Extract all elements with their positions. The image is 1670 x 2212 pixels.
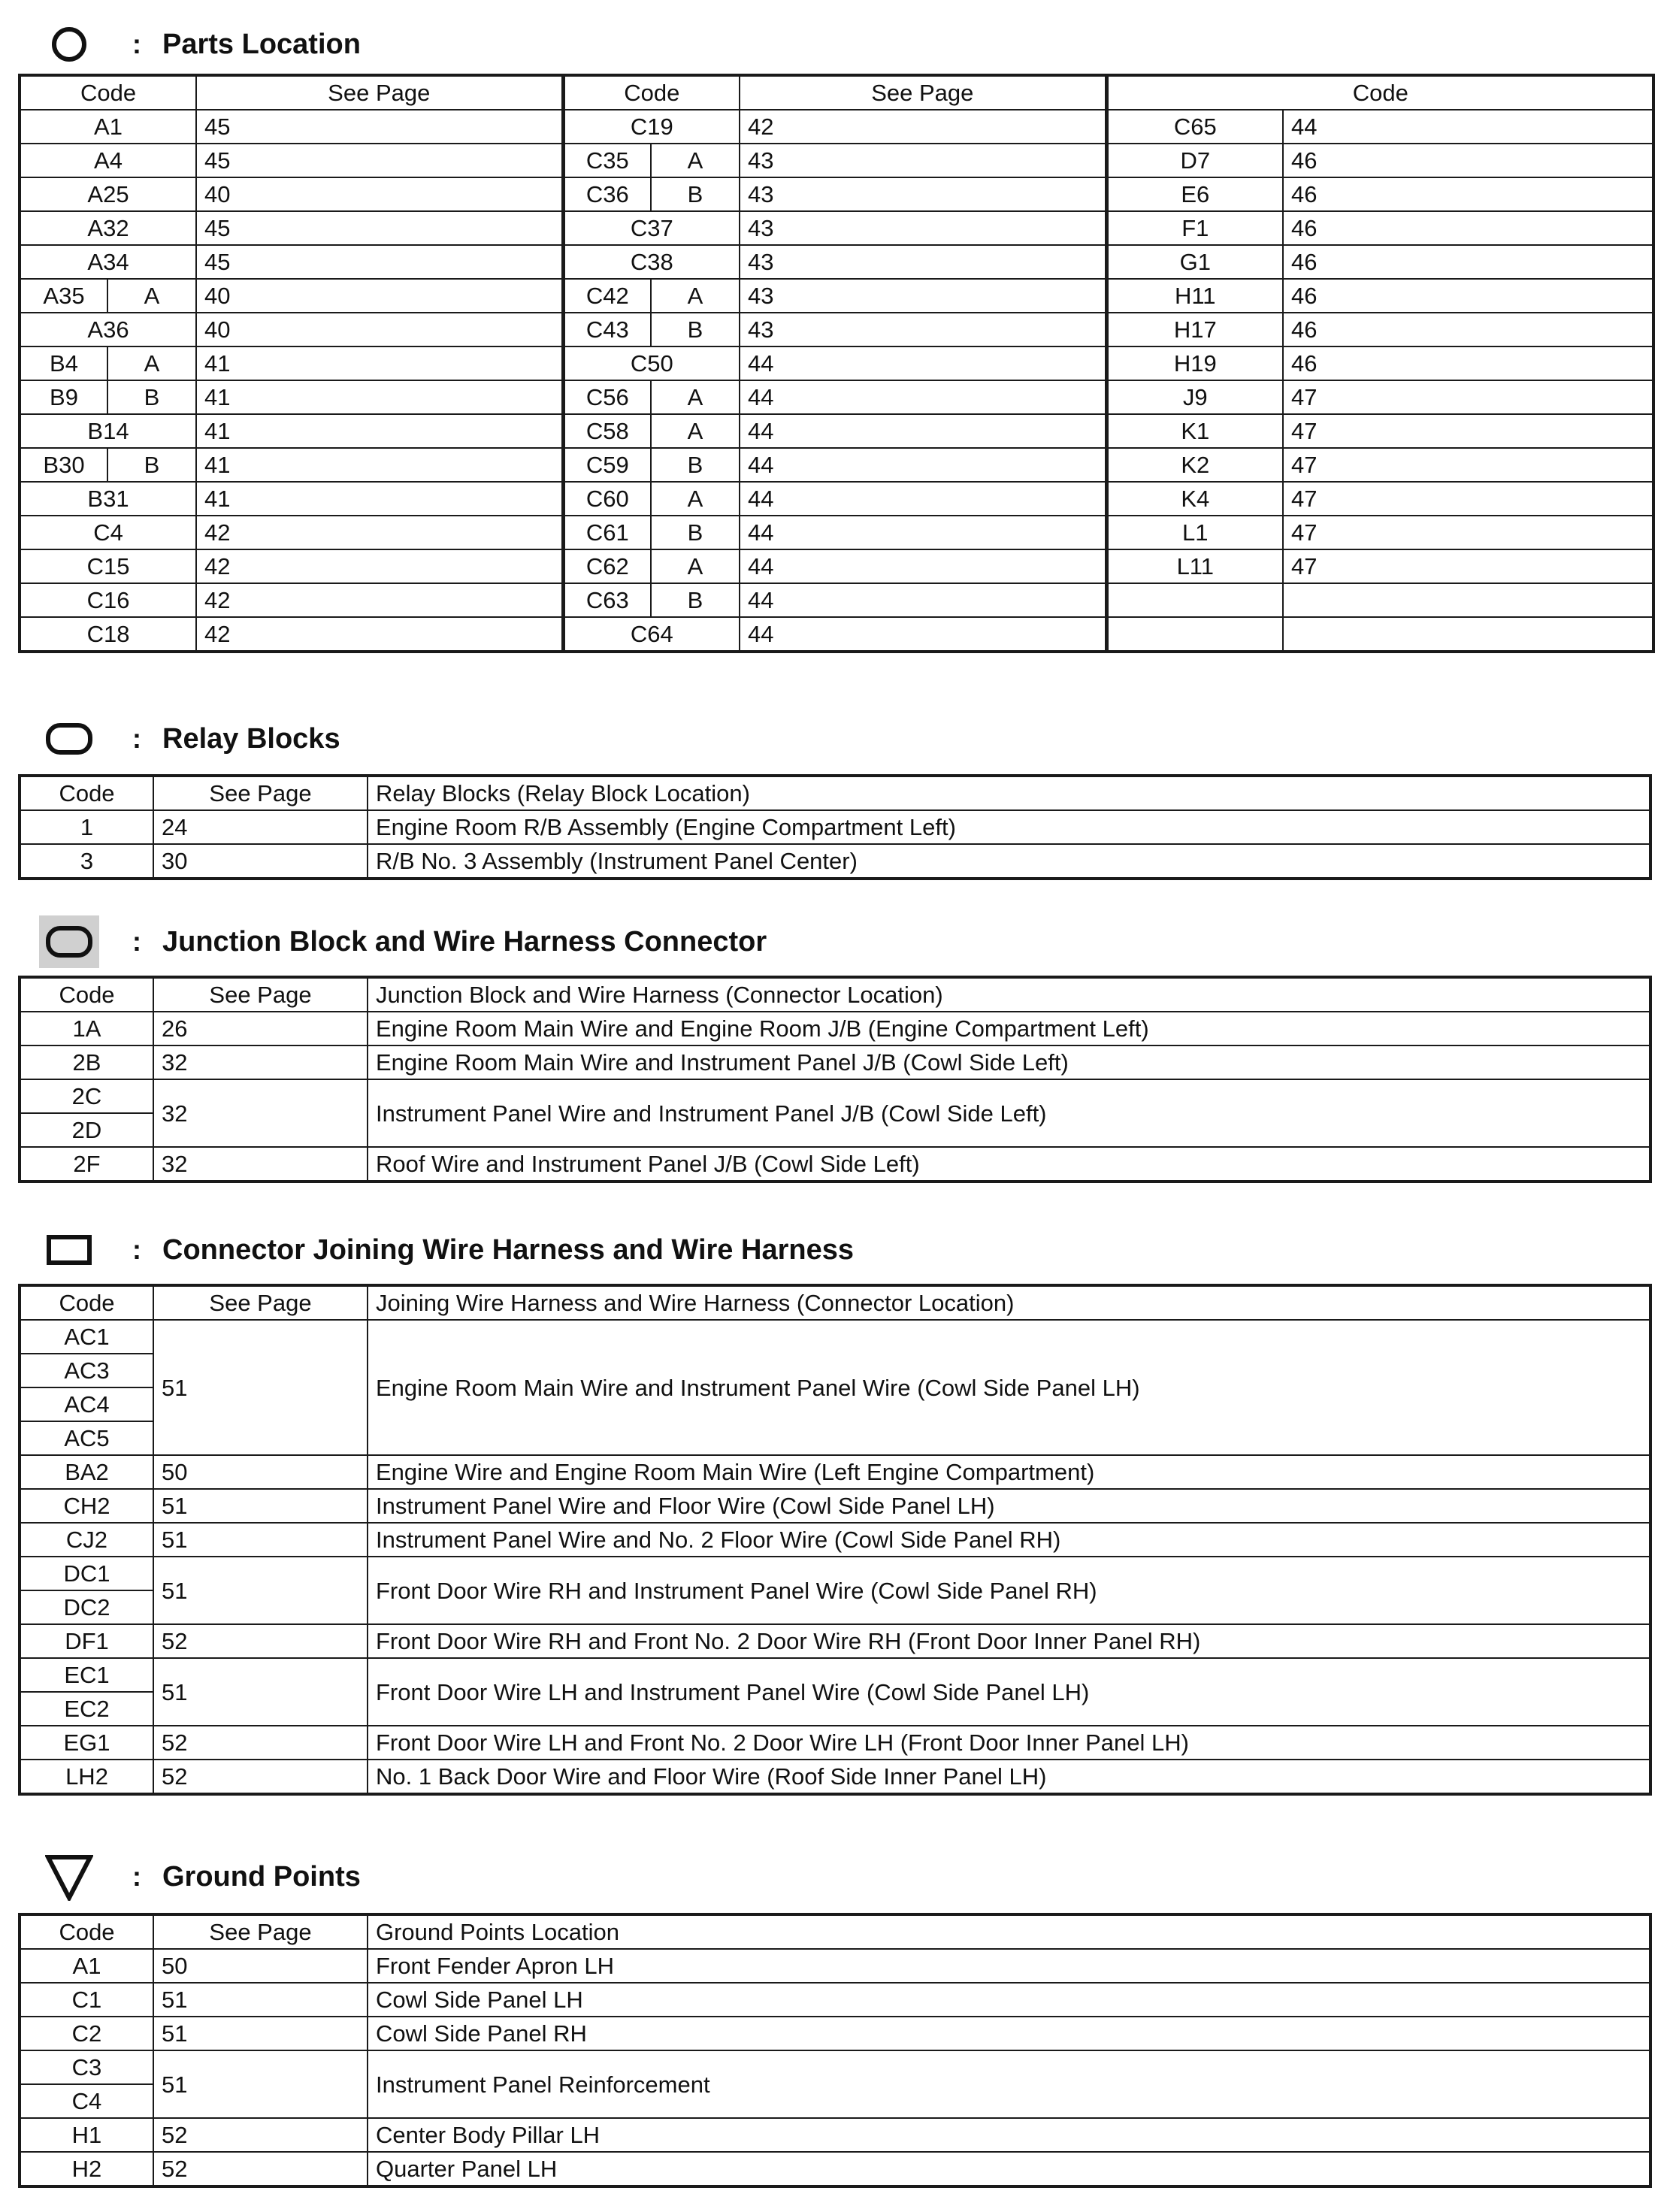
- column-header: Code: [20, 1285, 153, 1320]
- column-header: Joining Wire Harness and Wire Harness (Connector Location): [368, 1285, 1650, 1320]
- table-row: [20, 617, 1653, 652]
- section-title: Ground Points: [162, 1860, 361, 1893]
- location-cell: Engine Room Main Wire and Instrument Panel Wire (Cowl Side Panel LH): [368, 1320, 1650, 1455]
- code-cell: C1: [20, 1983, 153, 2017]
- parts-location-table: [18, 74, 1655, 653]
- code-cell: K2: [1106, 448, 1283, 482]
- see-page-cell: 51: [153, 1523, 368, 1557]
- relay-blocks-table: [18, 774, 1652, 880]
- code-cell: H1: [20, 2118, 153, 2152]
- code-cell: G1: [1106, 245, 1283, 279]
- table-row: [20, 2017, 1650, 2050]
- code-cell: C65: [1106, 110, 1283, 144]
- code-variant-cell: B: [651, 583, 740, 617]
- see-page-cell: 51: [153, 1557, 368, 1624]
- see-page-cell: 45: [196, 245, 563, 279]
- code-cell: B30: [20, 448, 107, 482]
- table-row: [20, 1726, 1650, 1760]
- code-cell: DC1: [20, 1557, 153, 1590]
- see-page-cell: 41: [196, 380, 563, 414]
- code-cell: A32: [20, 211, 196, 245]
- location-cell: Front Fender Apron LH: [368, 1949, 1650, 1983]
- see-page-cell: 45: [196, 211, 563, 245]
- code-cell: E6: [1106, 177, 1283, 211]
- code-cell: A1: [20, 1949, 153, 1983]
- code-cell: C63: [563, 583, 651, 617]
- location-cell: Quarter Panel LH: [368, 2152, 1650, 2186]
- code-cell: 2F: [20, 1147, 153, 1182]
- see-page-cell: 44: [740, 414, 1106, 448]
- see-page-cell: 50: [153, 1949, 368, 1983]
- code-cell: K1: [1106, 414, 1283, 448]
- column-header: Junction Block and Wire Harness (Connector Location): [368, 977, 1650, 1012]
- see-page-cell: 43: [740, 279, 1106, 313]
- code-cell: C42: [563, 279, 651, 313]
- code-cell: AC5: [20, 1421, 153, 1455]
- rounded-rect-icon: [45, 715, 93, 763]
- see-page-cell: 42: [740, 110, 1106, 144]
- table-row: [20, 1523, 1650, 1557]
- connector-joining-table: [18, 1284, 1652, 1796]
- section-title: Connector Joining Wire Harness and Wire Harness: [162, 1233, 854, 1266]
- see-page-cell: 46: [1283, 313, 1653, 346]
- code-cell: C2: [20, 2017, 153, 2050]
- code-cell: A4: [20, 144, 196, 177]
- header-colon: :: [132, 1234, 141, 1265]
- location-cell: Engine Room Main Wire and Engine Room J/B (Engine Compartment Left): [368, 1012, 1650, 1045]
- see-page-cell: 41: [196, 414, 563, 448]
- code-cell: D7: [1106, 144, 1283, 177]
- table-row: [20, 549, 1653, 583]
- connector-joining-header: [45, 1224, 854, 1276]
- column-header: Code: [20, 75, 196, 110]
- see-page-cell: 32: [153, 1079, 368, 1147]
- column-header: Code: [1106, 75, 1653, 110]
- see-page-cell: 43: [740, 177, 1106, 211]
- location-cell: Engine Room R/B Assembly (Engine Compartment Left): [368, 810, 1650, 844]
- code-cell: H19: [1106, 346, 1283, 380]
- table-row: [20, 177, 1653, 211]
- location-cell: Instrument Panel Wire and Instrument Panel J/B (Cowl Side Left): [368, 1079, 1650, 1147]
- code-cell: C4: [20, 516, 196, 549]
- circle-icon: [45, 20, 93, 68]
- code-cell: C61: [563, 516, 651, 549]
- code-cell: A25: [20, 177, 196, 211]
- code-cell: C15: [20, 549, 196, 583]
- table-row: [20, 448, 1653, 482]
- location-cell: Front Door Wire LH and Instrument Panel Wire (Cowl Side Panel LH): [368, 1658, 1650, 1726]
- location-cell: Engine Room Main Wire and Instrument Panel J/B (Cowl Side Left): [368, 1045, 1650, 1079]
- see-page-cell: 45: [196, 110, 563, 144]
- code-variant-cell: A: [651, 549, 740, 583]
- code-cell: B9: [20, 380, 107, 414]
- code-variant-cell: A: [651, 482, 740, 516]
- code-cell: H17: [1106, 313, 1283, 346]
- see-page-cell: 52: [153, 2152, 368, 2186]
- code-variant-cell: B: [107, 448, 196, 482]
- code-cell: C43: [563, 313, 651, 346]
- see-page-cell: 40: [196, 313, 563, 346]
- see-page-cell: 32: [153, 1045, 368, 1079]
- table-row: [20, 110, 1653, 144]
- column-header: Relay Blocks (Relay Block Location): [368, 776, 1650, 810]
- see-page-cell: 52: [153, 1726, 368, 1760]
- code-cell: A35: [20, 279, 107, 313]
- table-row: [20, 346, 1653, 380]
- code-cell: LH2: [20, 1760, 153, 1794]
- table-row: [20, 1147, 1650, 1182]
- code-cell: C35: [563, 144, 651, 177]
- see-page-cell: 44: [740, 448, 1106, 482]
- see-page-cell: 50: [153, 1455, 368, 1489]
- code-cell: L11: [1106, 549, 1283, 583]
- see-page-cell: 30: [153, 844, 368, 879]
- table-row: [20, 1983, 1650, 2017]
- see-page-cell: 51: [153, 1983, 368, 2017]
- code-cell: AC3: [20, 1354, 153, 1387]
- see-page-cell: 44: [740, 583, 1106, 617]
- table-row: [20, 810, 1650, 844]
- see-page-cell: 32: [153, 1147, 368, 1182]
- code-cell: [1106, 617, 1283, 652]
- code-cell: C16: [20, 583, 196, 617]
- code-cell: C19: [563, 110, 740, 144]
- code-cell: F1: [1106, 211, 1283, 245]
- location-cell: Instrument Panel Reinforcement: [368, 2050, 1650, 2118]
- table-row: [20, 2050, 1650, 2084]
- location-cell: R/B No. 3 Assembly (Instrument Panel Center): [368, 844, 1650, 879]
- see-page-cell: 46: [1283, 279, 1653, 313]
- code-cell: C58: [563, 414, 651, 448]
- code-cell: EC2: [20, 1692, 153, 1726]
- see-page-cell: 41: [196, 346, 563, 380]
- code-variant-cell: B: [651, 516, 740, 549]
- code-cell: H11: [1106, 279, 1283, 313]
- table-row: [20, 380, 1653, 414]
- code-cell: C56: [563, 380, 651, 414]
- parts-location-header: [45, 18, 361, 71]
- code-cell: 2C: [20, 1079, 153, 1113]
- code-variant-cell: A: [651, 380, 740, 414]
- code-cell: 2D: [20, 1113, 153, 1147]
- column-header: Code: [20, 977, 153, 1012]
- column-header: See Page: [740, 75, 1106, 110]
- code-cell: [1106, 583, 1283, 617]
- see-page-cell: 42: [196, 549, 563, 583]
- ground-points-table: [18, 1913, 1652, 2188]
- see-page-cell: 47: [1283, 414, 1653, 448]
- table-row: [20, 1455, 1650, 1489]
- table-row: [20, 211, 1653, 245]
- table-row: [20, 1557, 1650, 1590]
- see-page-cell: 43: [740, 211, 1106, 245]
- location-cell: No. 1 Back Door Wire and Floor Wire (Roof Side Inner Panel LH): [368, 1760, 1650, 1794]
- see-page-cell: 47: [1283, 549, 1653, 583]
- column-header: See Page: [153, 1914, 368, 1949]
- code-variant-cell: B: [651, 177, 740, 211]
- see-page-cell: 46: [1283, 144, 1653, 177]
- code-cell: 1: [20, 810, 153, 844]
- see-page-cell: 43: [740, 313, 1106, 346]
- column-header: See Page: [153, 1285, 368, 1320]
- code-cell: 2B: [20, 1045, 153, 1079]
- see-page-cell: 44: [740, 380, 1106, 414]
- see-page-cell: 47: [1283, 516, 1653, 549]
- code-cell: BA2: [20, 1455, 153, 1489]
- code-cell: DC2: [20, 1590, 153, 1624]
- junction-block-table: [18, 976, 1652, 1183]
- see-page-cell: 46: [1283, 245, 1653, 279]
- table-row: [20, 583, 1653, 617]
- table-row: [20, 2152, 1650, 2186]
- see-page-cell: 51: [153, 2017, 368, 2050]
- see-page-cell: 24: [153, 810, 368, 844]
- see-page-cell: 43: [740, 144, 1106, 177]
- table-row: [20, 245, 1653, 279]
- table-row: [20, 1658, 1650, 1692]
- code-cell: B31: [20, 482, 196, 516]
- see-page-cell: 46: [1283, 346, 1653, 380]
- code-cell: EC1: [20, 1658, 153, 1692]
- shaded-rounded-rect-icon: [39, 915, 99, 968]
- table-header-row: [20, 75, 1653, 110]
- code-cell: 3: [20, 844, 153, 879]
- see-page-cell: 42: [196, 583, 563, 617]
- code-variant-cell: B: [651, 448, 740, 482]
- see-page-cell: 42: [196, 516, 563, 549]
- code-variant-cell: B: [107, 380, 196, 414]
- code-variant-cell: A: [107, 346, 196, 380]
- code-cell: C3: [20, 2050, 153, 2084]
- see-page-cell: [1283, 617, 1653, 652]
- column-header: See Page: [153, 776, 368, 810]
- see-page-cell: 41: [196, 482, 563, 516]
- code-cell: A34: [20, 245, 196, 279]
- see-page-cell: 44: [1283, 110, 1653, 144]
- table-row: [20, 279, 1653, 313]
- relay-blocks-header: [45, 713, 340, 765]
- see-page-cell: 51: [153, 2050, 368, 2118]
- table-row: [20, 1079, 1650, 1113]
- code-cell: AC1: [20, 1320, 153, 1354]
- code-cell: C18: [20, 617, 196, 652]
- code-cell: C38: [563, 245, 740, 279]
- see-page-cell: 46: [1283, 177, 1653, 211]
- code-cell: DF1: [20, 1624, 153, 1658]
- table-row: [20, 414, 1653, 448]
- see-page-cell: 45: [196, 144, 563, 177]
- see-page-cell: 43: [740, 245, 1106, 279]
- code-variant-cell: A: [651, 144, 740, 177]
- section-title: Junction Block and Wire Harness Connector: [162, 925, 767, 958]
- header-colon: :: [132, 29, 141, 59]
- table-row: [20, 313, 1653, 346]
- see-page-cell: 44: [740, 346, 1106, 380]
- table-header-row: [20, 977, 1650, 1012]
- triangle-icon: [45, 1853, 93, 1901]
- see-page-cell: 51: [153, 1658, 368, 1726]
- see-page-cell: 40: [196, 279, 563, 313]
- column-header: See Page: [196, 75, 563, 110]
- code-cell: A1: [20, 110, 196, 144]
- location-cell: Instrument Panel Wire and No. 2 Floor Wire (Cowl Side Panel RH): [368, 1523, 1650, 1557]
- code-cell: L1: [1106, 516, 1283, 549]
- table-header-row: [20, 776, 1650, 810]
- see-page-cell: 47: [1283, 448, 1653, 482]
- table-row: [20, 844, 1650, 879]
- code-cell: C37: [563, 211, 740, 245]
- table-row: [20, 144, 1653, 177]
- see-page-cell: 52: [153, 1760, 368, 1794]
- code-cell: C4: [20, 2084, 153, 2118]
- location-cell: Roof Wire and Instrument Panel J/B (Cowl Side Left): [368, 1147, 1650, 1182]
- header-colon: :: [132, 1861, 141, 1892]
- code-cell: C50: [563, 346, 740, 380]
- see-page-cell: 46: [1283, 211, 1653, 245]
- see-page-cell: 44: [740, 617, 1106, 652]
- ground-points-header: [45, 1850, 361, 1903]
- see-page-cell: 52: [153, 2118, 368, 2152]
- code-cell: C60: [563, 482, 651, 516]
- code-cell: C62: [563, 549, 651, 583]
- location-cell: Center Body Pillar LH: [368, 2118, 1650, 2152]
- code-cell: AC4: [20, 1387, 153, 1421]
- see-page-cell: 47: [1283, 380, 1653, 414]
- location-cell: Cowl Side Panel RH: [368, 2017, 1650, 2050]
- code-cell: C64: [563, 617, 740, 652]
- location-cell: Cowl Side Panel LH: [368, 1983, 1650, 2017]
- see-page-cell: 52: [153, 1624, 368, 1658]
- column-header: Code: [20, 776, 153, 810]
- rectangle-icon: [45, 1226, 93, 1274]
- table-row: [20, 1012, 1650, 1045]
- column-header: See Page: [153, 977, 368, 1012]
- see-page-cell: 51: [153, 1489, 368, 1523]
- code-variant-cell: A: [107, 279, 196, 313]
- column-header: Code: [20, 1914, 153, 1949]
- code-variant-cell: A: [651, 279, 740, 313]
- code-cell: CJ2: [20, 1523, 153, 1557]
- see-page-cell: 44: [740, 549, 1106, 583]
- location-cell: Engine Wire and Engine Room Main Wire (Left Engine Compartment): [368, 1455, 1650, 1489]
- table-row: [20, 1624, 1650, 1658]
- header-colon: :: [132, 926, 141, 957]
- table-header-row: [20, 1285, 1650, 1320]
- see-page-cell: 26: [153, 1012, 368, 1045]
- see-page-cell: 44: [740, 482, 1106, 516]
- see-page-cell: [1283, 583, 1653, 617]
- code-cell: CH2: [20, 1489, 153, 1523]
- header-colon: :: [132, 723, 141, 754]
- code-cell: EG1: [20, 1726, 153, 1760]
- code-cell: A36: [20, 313, 196, 346]
- section-title: Relay Blocks: [162, 722, 340, 755]
- table-row: [20, 2118, 1650, 2152]
- location-cell: Instrument Panel Wire and Floor Wire (Cowl Side Panel LH): [368, 1489, 1650, 1523]
- see-page-cell: 47: [1283, 482, 1653, 516]
- code-cell: J9: [1106, 380, 1283, 414]
- table-row: [20, 1760, 1650, 1794]
- see-page-cell: 44: [740, 516, 1106, 549]
- section-title: Parts Location: [162, 28, 361, 60]
- code-variant-cell: A: [651, 414, 740, 448]
- location-cell: Front Door Wire RH and Instrument Panel Wire (Cowl Side Panel RH): [368, 1557, 1650, 1624]
- code-cell: C59: [563, 448, 651, 482]
- table-row: [20, 1045, 1650, 1079]
- column-header: Ground Points Location: [368, 1914, 1650, 1949]
- code-cell: B14: [20, 414, 196, 448]
- table-row: [20, 1949, 1650, 1983]
- code-cell: H2: [20, 2152, 153, 2186]
- see-page-cell: 42: [196, 617, 563, 652]
- location-cell: Front Door Wire RH and Front No. 2 Door Wire RH (Front Door Inner Panel RH): [368, 1624, 1650, 1658]
- table-row: [20, 1489, 1650, 1523]
- code-variant-cell: B: [651, 313, 740, 346]
- see-page-cell: 40: [196, 177, 563, 211]
- code-cell: B4: [20, 346, 107, 380]
- column-header: Code: [563, 75, 740, 110]
- table-row: [20, 1320, 1650, 1354]
- code-cell: 1A: [20, 1012, 153, 1045]
- junction-block-header: [45, 915, 767, 968]
- table-header-row: [20, 1914, 1650, 1949]
- table-row: [20, 516, 1653, 549]
- location-cell: Front Door Wire LH and Front No. 2 Door Wire LH (Front Door Inner Panel LH): [368, 1726, 1650, 1760]
- see-page-cell: 51: [153, 1320, 368, 1455]
- see-page-cell: 41: [196, 448, 563, 482]
- code-cell: K4: [1106, 482, 1283, 516]
- table-row: [20, 482, 1653, 516]
- code-cell: C36: [563, 177, 651, 211]
